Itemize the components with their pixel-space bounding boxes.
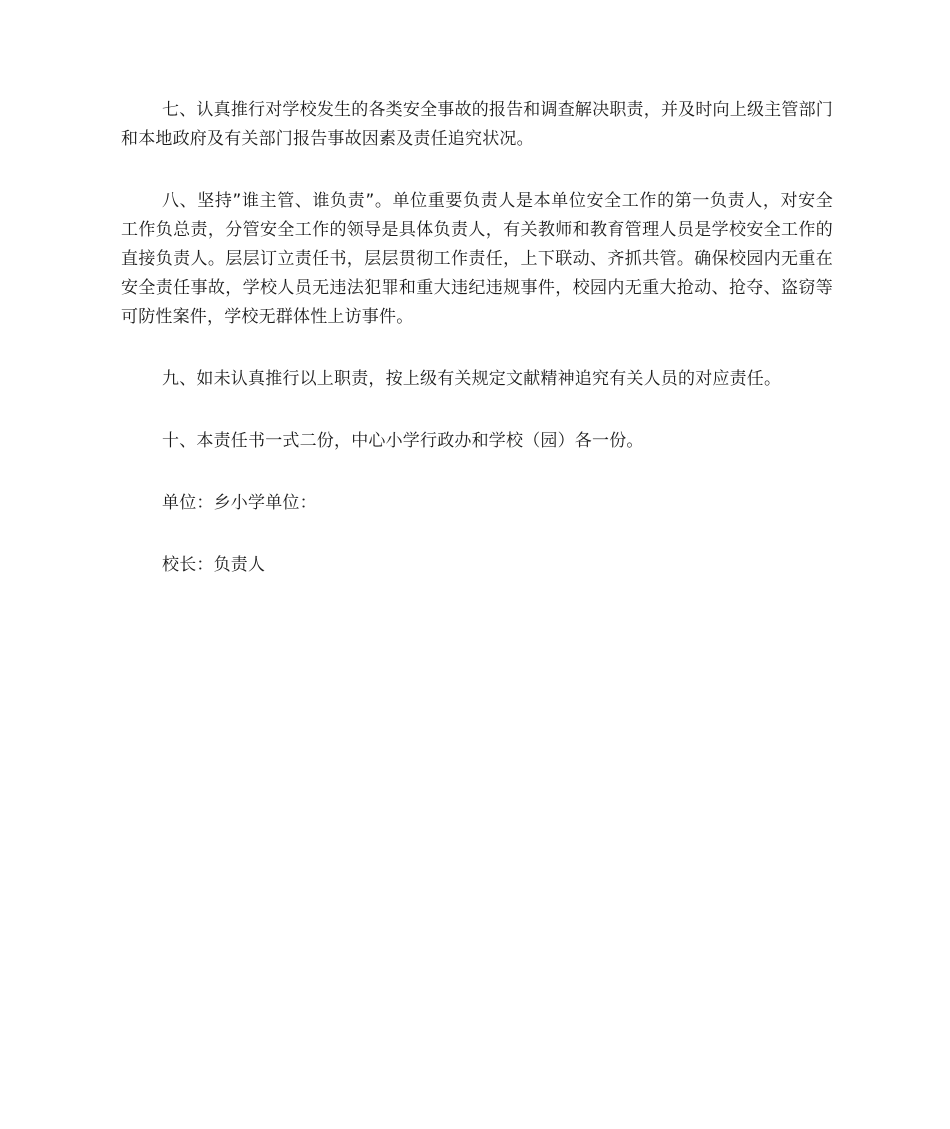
paragraph-seven: 七、认真推行对学校发生的各类安全事故的报告和调查解决职责，并及时向上级主管部门和本地政府及有关部门报告事故因素及责任追究状况。 — [121, 100, 833, 149]
paragraph-eight: 八、坚持”谁主管、谁负责”。单位重要负责人是本单位安全工作的第一负责人，对安全工作负总责，分管安全工作的领导是具体负责人，有关教师和教育管理人员是学校安全工作的直接负责人。层层订立责任书，层层贯彻工作责任，上下联动、齐抓共管。确保校园内无重在安全责任事故，学校人员无违法犯罪和重大违纪违规事件，校园内无重大抢动、抢夺、盗窃等可防性案件，学校无群体性上访事件。 — [121, 191, 833, 327]
paragraph-ten: 十、本责任书一式二份，中心小学行政办和学校（园）各一份。 — [162, 431, 644, 451]
signature-principal-line: 校长：负责人 — [162, 555, 266, 575]
document-body — [121, 96, 833, 580]
signature-unit-line: 单位：乡小学单位： — [162, 493, 317, 513]
paragraph-nine: 九、如未认真推行以上职责，按上级有关规定文献精神追究有关人员的对应责任。 — [162, 369, 782, 389]
